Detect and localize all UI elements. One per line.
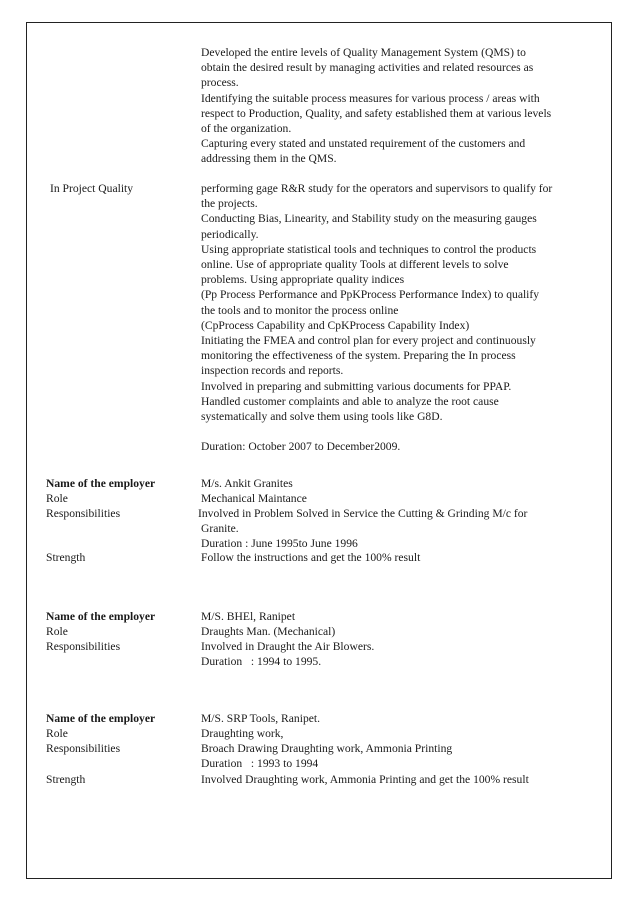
resp-line: Involved in Draught the Air Blowers.	[201, 640, 375, 653]
employer-name-label: Name of the employer	[46, 477, 156, 490]
role-value: Draughting work,	[201, 727, 284, 740]
responsibilities-label: Responsibilities	[46, 507, 121, 520]
qms-line: obtain the desired result by managing activities and related resources as	[201, 61, 534, 75]
pq-line: systematically and solve them using tools like G8D.	[201, 410, 443, 424]
pq-line: inspection records and reports.	[201, 364, 344, 378]
role-label: Role	[46, 625, 68, 638]
qms-line: process.	[201, 76, 239, 90]
pq-line: online. Use of appropriate quality Tools at different levels to solve	[201, 258, 509, 272]
qms-line: of the organization.	[201, 122, 292, 136]
duration-value: Duration : 1993 to 1994	[201, 757, 319, 771]
employer-name: M/s. Ankit Granites	[201, 477, 293, 490]
pq-line: performing gage R&R study for the operators and supervisors to qualify for	[201, 182, 553, 195]
employer-name: M/S. SRP Tools, Ranipet.	[201, 712, 321, 725]
role-value: Mechanical Maintance	[201, 492, 307, 505]
qms-text	[201, 45, 596, 167]
project-quality-label: In Project Quality	[50, 182, 134, 195]
qms-line: Capturing every stated and unstated requirement of the customers and	[201, 137, 526, 151]
pq-line: Initiating the FMEA and control plan for every project and continuously	[201, 334, 536, 348]
strength-value: Involved Draughting work, Ammonia Printing and get the 100% result	[201, 773, 529, 786]
pq-line: periodically.	[201, 227, 259, 241]
qms-line: Identifying the suitable process measures for various process / areas with	[201, 91, 540, 105]
resp-line: Broach Drawing Draughting work, Ammonia Printing	[201, 742, 453, 755]
responsibilities-value	[198, 506, 593, 552]
pq-line: the tools and to monitor the process online	[201, 303, 399, 317]
strength-value: Follow the instructions and get the 100% result	[201, 551, 421, 564]
responsibilities-label: Responsibilities	[46, 742, 121, 755]
resp-line: Involved in Problem Solved in Service the Cutting & Grinding M/c for	[198, 507, 528, 520]
pq-line: Using appropriate statistical tools and techniques to control the products	[201, 242, 537, 256]
employer-name-label: Name of the employer	[46, 712, 156, 725]
pq-line: (CpProcess Capability and CpKProcess Capability Index)	[201, 318, 470, 332]
employer-name-label: Name of the employer	[46, 610, 156, 623]
resp-line: Granite.	[201, 522, 239, 536]
qms-line: addressing them in the QMS.	[201, 152, 337, 166]
qms-line: respect to Production, Quality, and safety established them at various levels	[201, 106, 552, 120]
pq-line: Conducting Bias, Linearity, and Stability study on the measuring gauges	[201, 212, 537, 226]
pq-line: Involved in preparing and submitting various documents for PPAP.	[201, 379, 512, 393]
pq-line: problems. Using appropriate quality indices	[201, 273, 405, 287]
duration-value: Duration : June 1995to June 1996	[201, 537, 358, 551]
role-label: Role	[46, 727, 68, 740]
strength-label: Strength	[46, 551, 86, 564]
responsibilities-label: Responsibilities	[46, 640, 121, 653]
duration-value: Duration : 1994 to 1995.	[201, 655, 322, 669]
role-label: Role	[46, 492, 68, 505]
qms-line: Developed the entire levels of Quality Management System (QMS) to	[201, 46, 526, 59]
employer-name: M/S. BHEl, Ranipet	[201, 610, 296, 623]
pq-duration: Duration: October 2007 to December2009.	[201, 440, 401, 454]
pq-line: Handled customer complaints and able to analyze the root cause	[201, 394, 499, 408]
responsibilities-value	[201, 741, 596, 771]
responsibilities-value	[201, 639, 596, 669]
project-quality-text	[201, 181, 596, 454]
pq-line: (Pp Process Performance and PpKProcess Performance Index) to qualify	[201, 288, 540, 302]
strength-label: Strength	[46, 773, 86, 786]
role-value: Draughts Man. (Mechanical)	[201, 625, 336, 638]
pq-line: monitoring the effectiveness of the system. Preparing the In process	[201, 349, 516, 363]
pq-line: the projects.	[201, 197, 258, 211]
